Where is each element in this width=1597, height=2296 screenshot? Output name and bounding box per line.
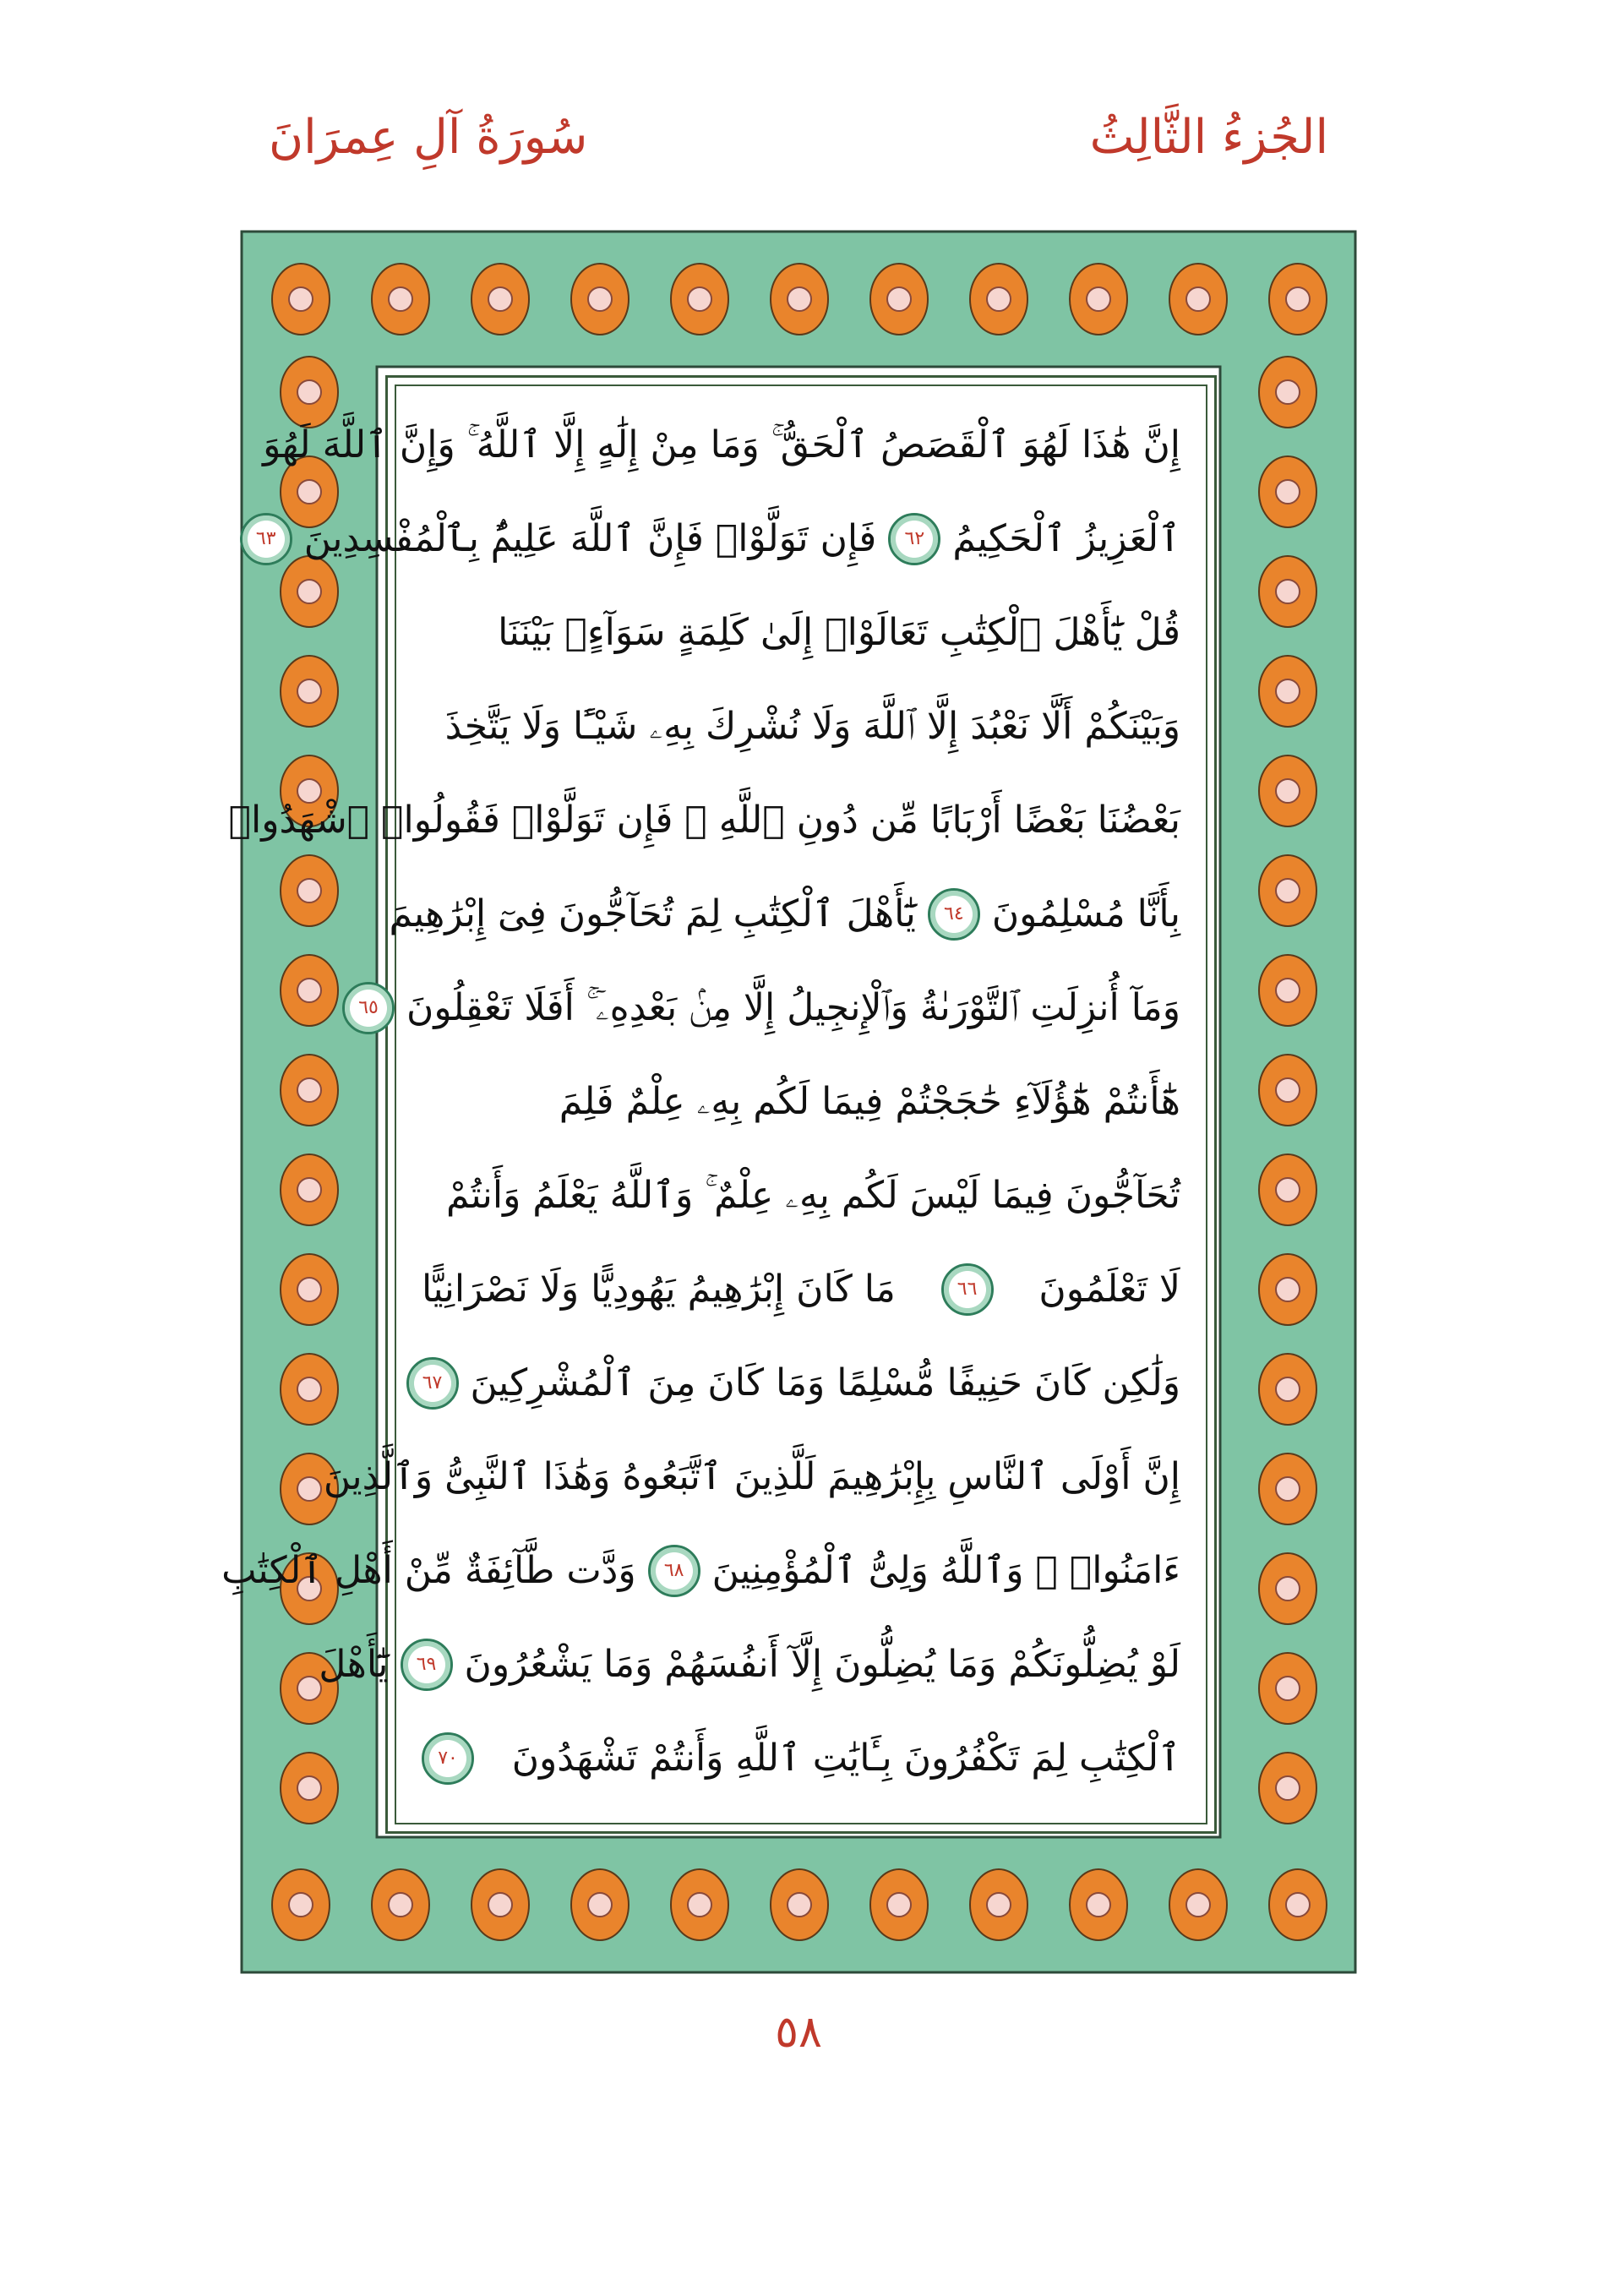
ornament-flower bbox=[1276, 779, 1300, 803]
verse-text: هَٰٓأَنتُمْ هَٰٓؤُلَآءِ حَٰجَجْتُمْ فِيمَا لَكُم بِهِۦ عِلْمٌ فَلِمَ bbox=[559, 1080, 1180, 1123]
verse-text: ٱلْكِتَٰبِ لِمَ تَكْفُرُونَ بِـَٔايَٰتِ ٱللَّهِ وَأَنتُمْ تَشْهَدُونَ bbox=[511, 1737, 1180, 1780]
verse-text: إِنَّ أَوْلَى ٱلنَّاسِ بِإِبْرَٰهِيمَ لَلَّذِينَ ٱتَّبَعُوهُ وَهَٰذَا ٱلنَّبِىُّ وَٱلَّذِينَ bbox=[323, 1455, 1180, 1498]
verse-text: ءَامَنُوا۟ ۗ وَٱللَّهُ وَلِىُّ ٱلْمُؤْمِنِينَ bbox=[711, 1549, 1180, 1592]
ayah-number-marker: ٦٤ bbox=[928, 888, 980, 941]
verse-text: إِنَّ هَٰذَا لَهُوَ ٱلْقَصَصُ ٱلْحَقُّ ۚ وَمَا مِنْ إِلَٰهٍ إِلَّا ٱللَّهُ ۚ وَإِنَّ ٱللَّهَ لَهُوَ bbox=[263, 423, 1180, 466]
ornament-flower bbox=[297, 1677, 321, 1700]
ayah-number-marker: ٦٦ bbox=[941, 1263, 994, 1316]
verse-line bbox=[319, 1617, 1180, 1711]
ornament-flower bbox=[887, 287, 911, 311]
verse-text: بِأَنَّا مُسْلِمُونَ bbox=[991, 892, 1180, 935]
ornament-flower bbox=[1276, 1776, 1300, 1800]
ornament-flower bbox=[297, 1377, 321, 1401]
ayah-number-marker: ٦٣ bbox=[240, 513, 292, 565]
ornament-flower bbox=[1276, 480, 1300, 504]
ornament-flower bbox=[887, 1893, 911, 1917]
ornament-flower bbox=[1276, 1178, 1300, 1202]
ornament-flower bbox=[1286, 287, 1310, 311]
ayah-number-marker: ٦٢ bbox=[888, 513, 940, 565]
ornament-flower bbox=[1276, 1677, 1300, 1700]
ornament-flower bbox=[1276, 1477, 1300, 1501]
ayah-number-marker: ٦٩ bbox=[401, 1639, 453, 1691]
ornament-flower bbox=[297, 879, 321, 903]
ornament-flower bbox=[588, 287, 612, 311]
ornament-flower bbox=[297, 1078, 321, 1102]
ornament-flower bbox=[389, 1893, 412, 1917]
verse-text: وَلَٰكِن كَانَ حَنِيفًا مُّسْلِمًا وَمَا كَانَ مِنَ ٱلْمُشْرِكِينَ bbox=[470, 1361, 1180, 1404]
verse-line bbox=[358, 961, 1180, 1055]
ornament-flower bbox=[297, 1278, 321, 1301]
ornament-flower bbox=[987, 1893, 1011, 1917]
ornament-flower bbox=[588, 1893, 612, 1917]
ornament-flower bbox=[1276, 1078, 1300, 1102]
verse-line bbox=[422, 1336, 1180, 1430]
verse-text: وَبَيْنَكُمْ أَلَّا نَعْبُدَ إِلَّا ٱللَّهَ وَلَا نُشْرِكَ بِهِۦ شَيْـًٔا وَلَا يَتَّخِذَ bbox=[444, 705, 1180, 748]
page-number: ٥٨ bbox=[775, 2007, 822, 2058]
verse-lines bbox=[221, 398, 1180, 1805]
verse-line bbox=[389, 867, 1180, 961]
verse-text: يَٰٓأَهْلَ bbox=[319, 1643, 389, 1686]
ornament-flower bbox=[1186, 1893, 1210, 1917]
verse-line bbox=[422, 679, 1180, 773]
ornament-flower bbox=[1276, 1377, 1300, 1401]
verse-line bbox=[228, 773, 1180, 867]
verse-line bbox=[323, 1430, 1180, 1524]
ornament-flower bbox=[1087, 287, 1110, 311]
ornament-flower bbox=[297, 1178, 321, 1202]
verse-text: لَا تَعْلَمُونَ bbox=[1038, 1268, 1180, 1311]
ornament-flower bbox=[289, 287, 313, 311]
ornament-flower bbox=[297, 1776, 321, 1800]
verse-text: لَوْ يُضِلُّونَكُمْ وَمَا يُضِلُّونَ إِلَّآ أَنفُسَهُمْ وَمَا يَشْعُرُونَ bbox=[464, 1643, 1180, 1686]
ornament-flower bbox=[1286, 1893, 1310, 1917]
verse-text: مَا كَانَ إِبْرَٰهِيمُ يَهُودِيًّا وَلَا نَصْرَانِيًّا bbox=[422, 1268, 896, 1311]
ornament-flower bbox=[1087, 1893, 1110, 1917]
ornament-flower bbox=[788, 1893, 811, 1917]
verse-line bbox=[422, 1242, 1180, 1336]
verse-line bbox=[422, 1148, 1180, 1242]
ornamental-frame bbox=[221, 223, 1364, 1981]
ornament-flower bbox=[1276, 879, 1300, 903]
ornament-flower bbox=[1186, 287, 1210, 311]
ornament-flower bbox=[987, 287, 1011, 311]
verse-line bbox=[255, 492, 1180, 586]
verse-text: يَٰٓأَهْلَ ٱلْكِتَٰبِ لِمَ تُحَآجُّونَ فِىٓ إِبْرَٰهِيمَ bbox=[389, 892, 916, 935]
ayah-number-marker: ٦٧ bbox=[406, 1357, 459, 1410]
verse-text: تُحَآجُّونَ فِيمَا لَيْسَ لَكُم بِهِۦ عِلْمٌ ۚ وَٱللَّهُ يَعْلَمُ وَأَنتُمْ bbox=[446, 1174, 1180, 1217]
surah-title: سُورَةُ آلِ عِمرَانَ bbox=[269, 110, 588, 165]
ornament-flower bbox=[488, 1893, 512, 1917]
ornament-flower bbox=[1276, 1278, 1300, 1301]
ornament-flower bbox=[297, 1477, 321, 1501]
ornament-flower bbox=[688, 287, 711, 311]
ornament-flower bbox=[297, 979, 321, 1002]
verse-text: وَمَآ أُنزِلَتِ ٱلتَّوْرَىٰةُ وَٱلْإِنجِيلُ إِلَّا مِنۢ بَعْدِهِۦٓ ۚ أَفَلَا تَعْقِلُونَ bbox=[406, 986, 1180, 1029]
ayah-number-marker: ٦٨ bbox=[648, 1545, 700, 1597]
ornament-flower bbox=[1276, 979, 1300, 1002]
ornament-flower bbox=[389, 287, 412, 311]
verse-text: وَدَّت طَّآئِفَةٌ مِّنْ أَهْلِ ٱلْكِتَٰبِ bbox=[221, 1549, 636, 1592]
ornament-flower bbox=[297, 679, 321, 703]
ornament-flower bbox=[488, 287, 512, 311]
verse-line bbox=[422, 1711, 1180, 1805]
verse-line bbox=[422, 586, 1180, 679]
ayah-number-marker: ٧٠ bbox=[422, 1732, 474, 1785]
verse-line bbox=[422, 1055, 1180, 1148]
verse-text: فَإِن تَوَلَّوْا۟ فَإِنَّ ٱللَّهَ عَلِيمٌۢ بِٱلْمُفْسِدِينَ bbox=[303, 517, 877, 560]
ornament-flower bbox=[1276, 580, 1300, 603]
ornament-flower bbox=[1276, 380, 1300, 404]
ornament-flower bbox=[1276, 679, 1300, 703]
ornament-flower bbox=[297, 580, 321, 603]
ornament-flower bbox=[297, 480, 321, 504]
ornament-flower bbox=[688, 1893, 711, 1917]
verse-line bbox=[263, 398, 1180, 492]
verse-text: بَعْضُنَا بَعْضًا أَرْبَابًا مِّن دُونِ ٱللَّهِ ۚ فَإِن تَوَلَّوْا۟ فَقُولُوا۟ ٱشْهَدُوا۟ bbox=[228, 799, 1180, 842]
page-header bbox=[0, 101, 1597, 186]
ornament-flower bbox=[297, 380, 321, 404]
ornament-flower bbox=[788, 287, 811, 311]
ornament-flower bbox=[289, 1893, 313, 1917]
text-panel bbox=[221, 375, 1217, 1834]
verse-text: ٱلْعَزِيزُ ٱلْحَكِيمُ bbox=[952, 517, 1180, 560]
ayah-number-marker: ٦٥ bbox=[342, 982, 395, 1034]
ornament-flower bbox=[1276, 1577, 1300, 1601]
verse-line bbox=[221, 1524, 1180, 1617]
juz-title: الجُزءُ الثَّالِثُ bbox=[1089, 110, 1328, 165]
verse-text: قُلْ يَٰٓأَهْلَ ٱلْكِتَٰبِ تَعَالَوْا۟ إِلَىٰ كَلِمَةٍ سَوَآءٍۭ بَيْنَنَا bbox=[498, 611, 1180, 654]
